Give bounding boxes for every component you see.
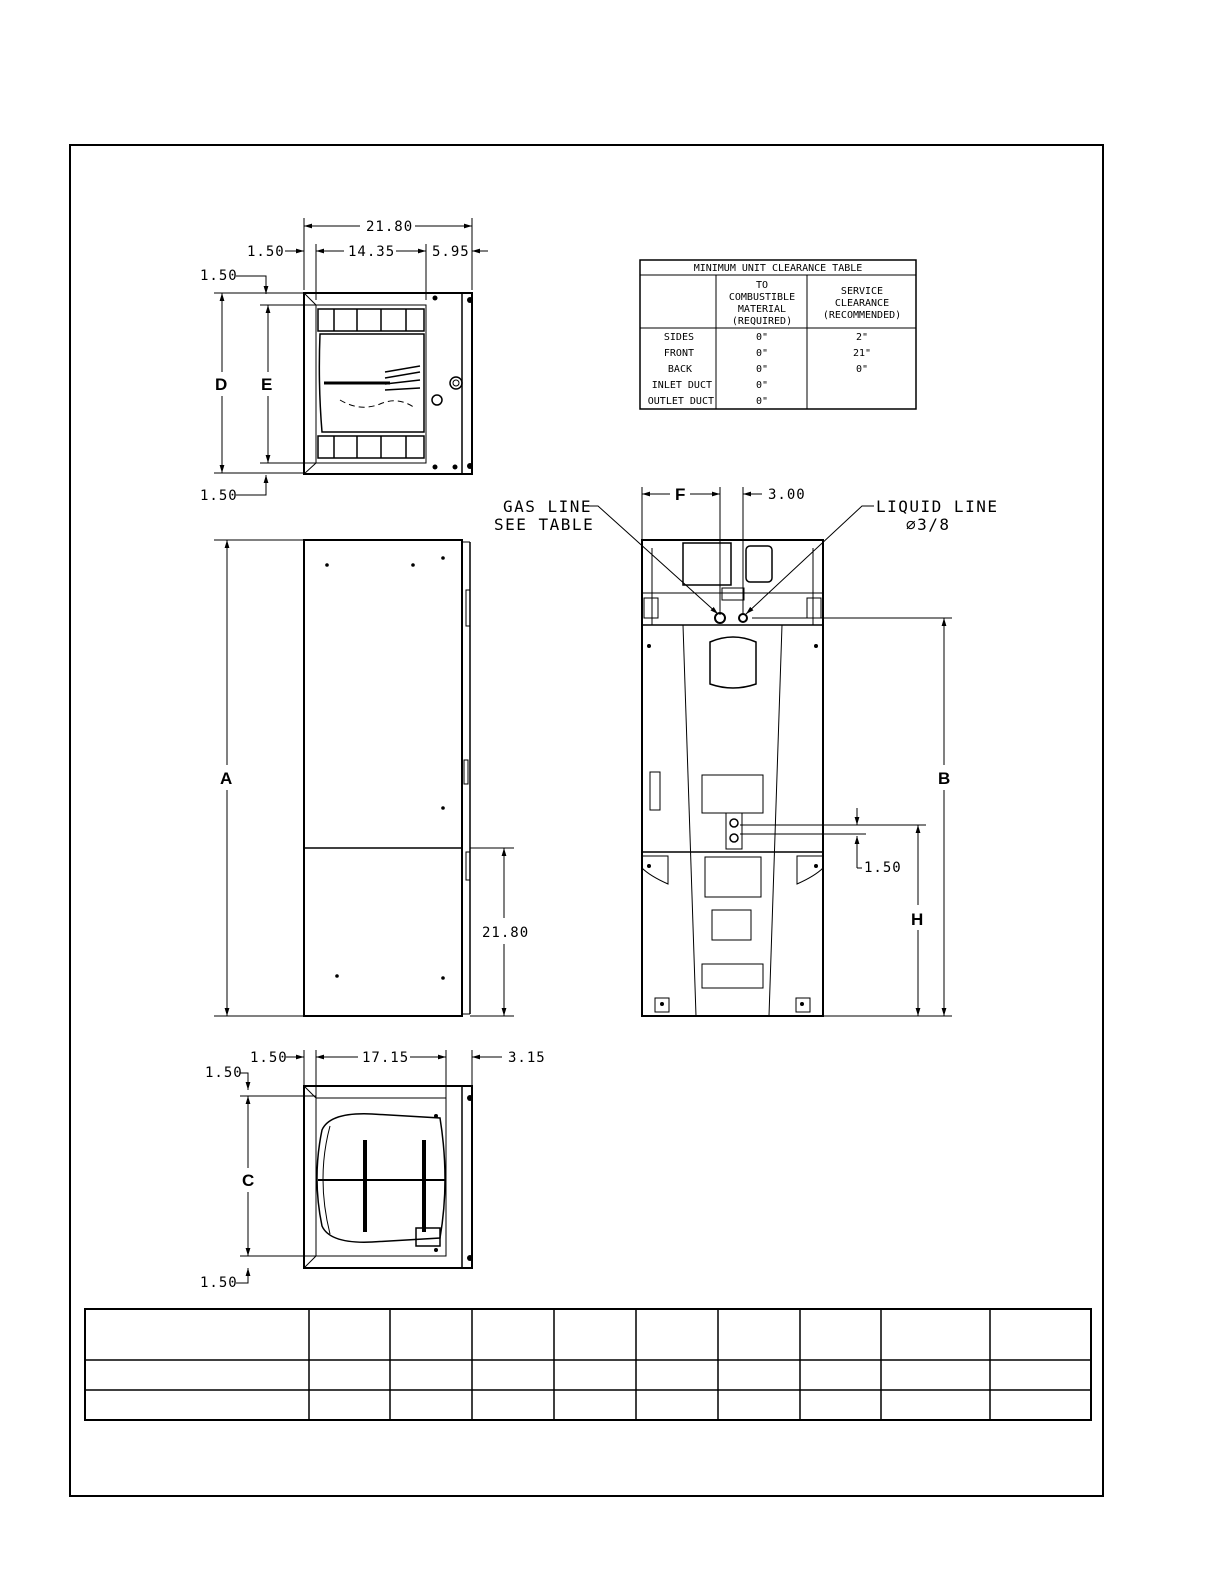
bottom-label-c: C [242, 1171, 255, 1190]
clearance-row-recommended: 2" [855, 332, 869, 343]
clearance-col2-header-3: (RECOMMENDED) [822, 310, 902, 321]
clearance-row-label: OUTLET DUCT [647, 396, 714, 407]
clearance-table [640, 260, 916, 409]
top-dim-left-flange: 1.50 [247, 244, 285, 260]
clearance-row-label: SIDES [663, 332, 694, 343]
dimension-table [85, 1309, 1091, 1420]
top-view [200, 218, 488, 504]
clearance-row-label: BACK [667, 364, 692, 375]
front-dim-drain: 1.50 [864, 860, 902, 876]
bottom-dim-top-flange: 1.50 [205, 1065, 243, 1081]
gas-line-label: GAS LINE [503, 497, 593, 516]
clearance-col2-header-2: CLEARANCE [834, 298, 890, 309]
top-dim-top-flange: 1.50 [200, 268, 238, 284]
clearance-row-recommended: 21" [852, 348, 872, 359]
bottom-dim-inner: 17.15 [362, 1050, 410, 1066]
clearance-row-recommended: 0" [855, 364, 869, 375]
side-label-a: A [220, 769, 233, 788]
gas-line-note: SEE TABLE [494, 515, 595, 534]
clearance-row-label: INLET DUCT [651, 380, 712, 391]
bottom-dim-right: 3.15 [508, 1050, 546, 1066]
clearance-col1-header-2: COMBUSTIBLE [728, 292, 796, 303]
top-label-d: D [215, 375, 228, 394]
clearance-row-required: 0" [755, 380, 769, 391]
page-border [70, 145, 1103, 1496]
bottom-view [200, 1050, 546, 1291]
top-dim-right: 5.95 [432, 244, 470, 260]
side-dim-lower-section: 21.80 [482, 925, 530, 941]
front-view [494, 485, 998, 1016]
top-dim-bottom-flange: 1.50 [200, 488, 238, 504]
top-dim-inner: 14.35 [348, 244, 396, 260]
front-dim-line-spacing: 3.00 [768, 487, 806, 503]
front-label-h: H [911, 910, 924, 929]
bottom-dim-left-flange: 1.50 [250, 1050, 288, 1066]
clearance-row-required: 0" [755, 332, 769, 343]
clearance-table-title: MINIMUM UNIT CLEARANCE TABLE [693, 263, 863, 274]
clearance-row-required: 0" [755, 396, 769, 407]
clearance-row-label: FRONT [663, 348, 694, 359]
clearance-col1-header-4: (REQUIRED) [731, 316, 793, 327]
front-label-b: B [938, 769, 951, 788]
top-label-e: E [261, 375, 273, 394]
top-dim-overall: 21.80 [366, 219, 414, 235]
liquid-line-size: ∅3/8 [906, 515, 951, 534]
side-view [214, 540, 529, 1016]
liquid-line-label: LIQUID LINE [876, 497, 999, 516]
front-label-f: F [675, 485, 686, 504]
clearance-col1-header-1: TO [755, 280, 769, 291]
clearance-row-required: 0" [755, 364, 769, 375]
clearance-col2-header-1: SERVICE [840, 286, 884, 297]
clearance-col1-header-3: MATERIAL [737, 304, 787, 315]
clearance-row-required: 0" [755, 348, 769, 359]
bottom-dim-bottom-flange: 1.50 [200, 1275, 238, 1291]
